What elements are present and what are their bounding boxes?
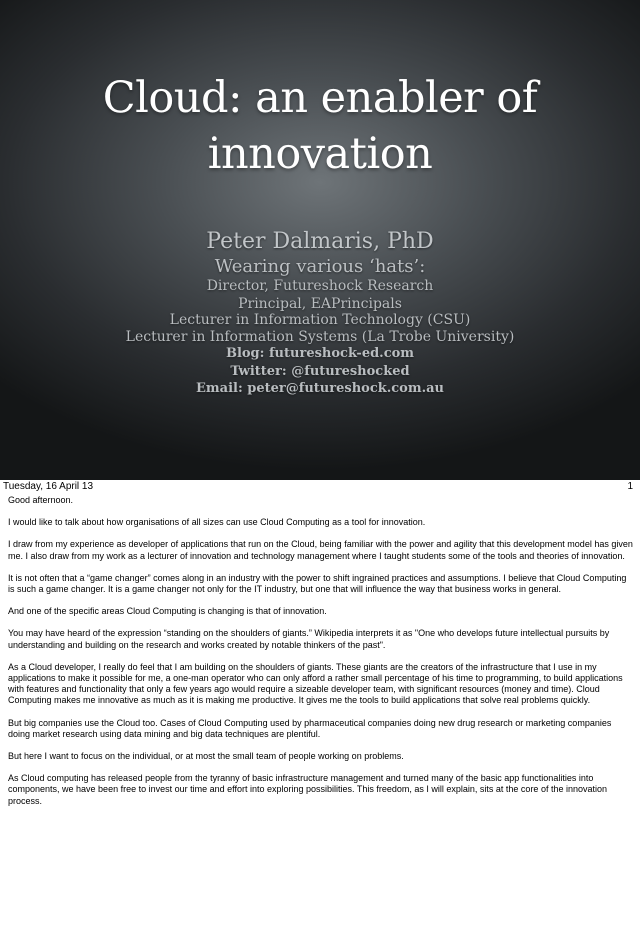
role-director: Director, Futureshock Research xyxy=(206,278,434,294)
role-principal: Principal, EAPrincipals xyxy=(238,296,402,312)
speaker-notes xyxy=(8,495,634,818)
role-lecturer-latrobe: Lecturer in Information Systems (La Trobe University) xyxy=(125,329,515,345)
slide-title xyxy=(20,70,620,182)
notes-paragraph: It is not often that a “game changer” comes along in an industry with the power to shift ingrained practices and assumptions. I believe that Cloud Computing is such a game changer. It is a game changer not only for the IT industry, but one that will influence the way that business works in general. xyxy=(8,572,627,595)
notes-paragraph: As Cloud computing has released people from the tyranny of basic infrastructure management and turned many of the basic app functionalities into components, we have been free to invest our time and effort into exploring possibilities. This freedom, as I will explain, sits at the core of the innovation process. xyxy=(8,773,607,806)
email-line: Email: peter@futureshock.com.au xyxy=(195,381,445,396)
page-meta xyxy=(0,480,640,494)
twitter-line: Twitter: @futureshocked xyxy=(230,364,410,379)
notes-paragraph: As a Cloud developer, I really do feel that I am building on the shoulders of giants. These giants are the creators of the infrastructure that I use in my applications to make it possible for me, a one-man operator who can only afford a rather small percentage of his time to programming, to build applications with features and functionality that only a few years ago would require a sizeable developer team, with significant resources (money and time). Cloud Computing makes me innovative as much as it is making me productive. It gives me the tools to build applications that solve real problems quickly. xyxy=(8,661,623,706)
notes-paragraph: But here I want to focus on the individual, or at most the small team of people working on problems. xyxy=(8,751,404,762)
page-number: 1 xyxy=(627,481,633,492)
author-name: Peter Dalmaris, PhD xyxy=(206,229,434,254)
print-date: Tuesday, 16 April 13 xyxy=(3,481,94,492)
slide-title-line-1: Cloud: an enabler of xyxy=(102,73,538,123)
slide-title-line-2: innovation xyxy=(207,129,433,179)
blog-line: Blog: futureshock-ed.com xyxy=(225,346,415,361)
notes-paragraph: Good afternoon. xyxy=(8,495,74,505)
notes-paragraph: And one of the specific areas Cloud Computing is changing is that of innovation. xyxy=(8,606,327,617)
notes-paragraph: I draw from my experience as developer of applications that run on the Cloud, being familiar with the power and agility that this development model has given me. I also draw from my work as a lecturer of innovation and technology management where I taught students some of the tools and theories of innovation. xyxy=(8,539,633,561)
notes-paragraph: But big companies use the Cloud too. Cases of Cloud Computing used by pharmaceutical companies doing new drug research or marketing companies doing market research using data mining and big data techniques are plentiful. xyxy=(8,717,612,739)
notes-paragraph: You may have heard of the expression “standing on the shoulders of giants.” Wikipedia interprets it as "One who develops future intellectual pursuits by understanding and building on the research and works created by notable thinkers of the past". xyxy=(8,628,610,650)
hats-heading: Wearing various ‘hats’: xyxy=(214,256,426,277)
notes-paragraph: I would like to talk about how organisations of all sizes can use Cloud Computing as a tool for innovation. xyxy=(8,517,426,528)
role-lecturer-csu: Lecturer in Information Technology (CSU) xyxy=(169,312,471,328)
